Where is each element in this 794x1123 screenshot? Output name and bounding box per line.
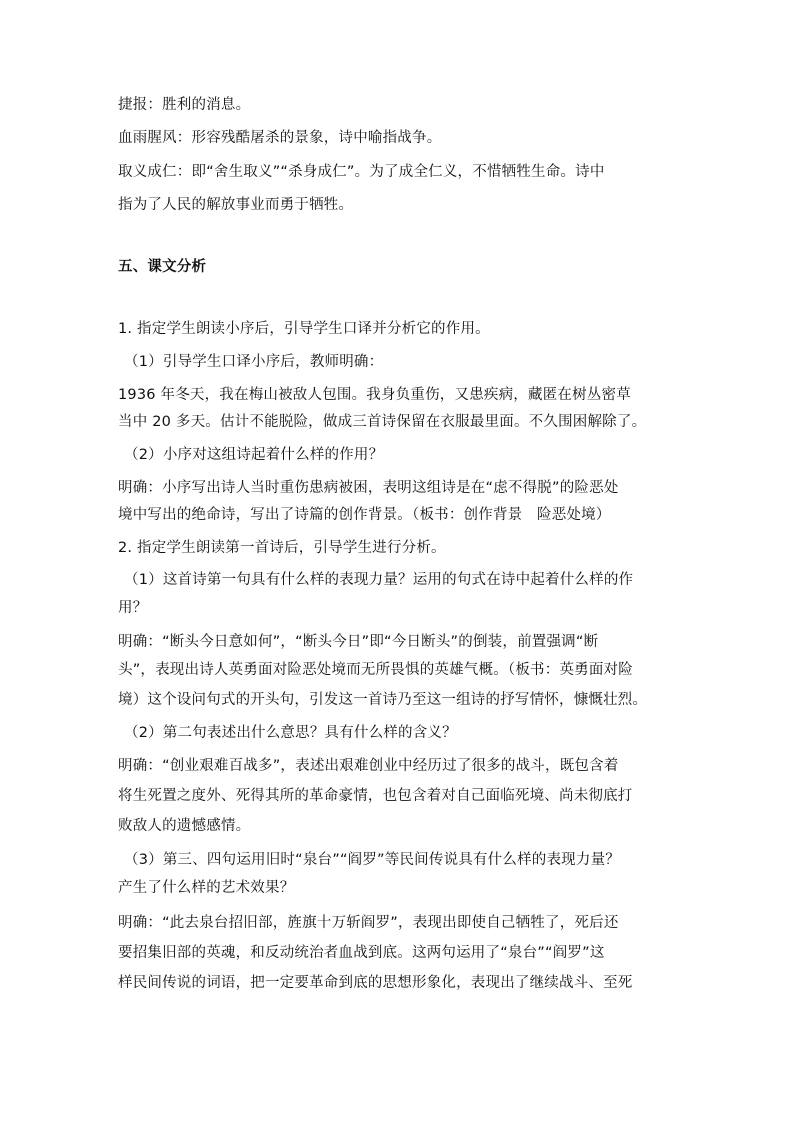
answer-2-2-line1: 明确：“创业艰难百战多”，表述出艰难创业中经历过了很多的战斗，既包含着 — [118, 758, 619, 774]
question-2-3-line1: （3）第三、四句运用旧时“泉台”“阎罗”等民间传说具有什么样的表现力量？ — [124, 852, 620, 868]
answer-2-3-line2: 要招集旧部的英魂，和反动统治者血战到底。这两句运用了“泉台”“阎罗”这 — [118, 945, 605, 961]
glossary-xueyuxingfeng: 血雨腥风：形容残酷屠杀的景象，诗中喻指战争。 — [118, 130, 442, 146]
answer-2-2-line2: 将生死置之度外、死得其所的革命豪情，也包含着对自己面临死境、尚未彻底打 — [118, 788, 633, 804]
answer-1-2-line1: 明确：小序写出诗人当时重伤患病被困，表明这组诗是在“虑不得脱”的险恶处 — [118, 480, 619, 496]
translation-line2: 当中 20 多天。估计不能脱险，做成三首诗保留在衣服最里面。不久围困解除了。 — [118, 414, 647, 430]
answer-2-2-line3: 败敌人的遗憾感情。 — [118, 818, 251, 834]
translation-line1: 1936 年冬天，我在梅山被敌人包围。我身负重伤，又患疾病，藏匿在树丛密草 — [118, 387, 631, 403]
question-1-2: （2）小序对这组诗起着什么样的作用？ — [124, 447, 384, 463]
answer-2-1-line3: 境）这个设问句式的开头句，引发这一首诗乃至这一组诗的抒写情怀，慷慨壮烈。 — [118, 692, 648, 708]
step-1-title: 1. 指定学生朗读小序后，引导学生口译并分析它的作用。 — [118, 321, 490, 337]
answer-2-3-line3: 样民间传说的词语，把一定要革命到底的思想形象化，表现出了继续战斗、至死 — [118, 975, 633, 991]
question-2-2: （2）第二句表述出什么意思？具有什么样的含义？ — [124, 725, 457, 741]
question-2-3-line2: 产生了什么样的艺术效果？ — [118, 880, 295, 896]
question-1-1: （1）引导学生口译小序后，教师明确： — [124, 354, 384, 370]
glossary-quyichengren-line2: 指为了人民的解放事业而勇于牺牲。 — [118, 197, 354, 213]
section-heading: 五、课文分析 — [118, 259, 207, 275]
answer-2-1-line2: 头”，表现出诗人英勇面对险恶处境而无所畏惧的英雄气概。（板书：英勇面对险 — [118, 662, 633, 678]
answer-2-3-line1: 明确：“此去泉台招旧部，旌旗十万斩阎罗”，表现出即使自己牺牲了，死后还 — [118, 915, 619, 931]
question-2-1-line2: 用？ — [118, 600, 148, 616]
glossary-quyichengren-line1: 取义成仁：即“舍生取义”“杀身成仁”。为了成全仁义，不惜牺牲生命。诗中 — [118, 164, 605, 180]
answer-1-2-line2: 境中写出的绝命诗，写出了诗篇的创作背景。（板书：创作背景 险恶处境） — [118, 507, 611, 523]
answer-2-1-line1: 明确：“断头今日意如何”，“断头今日”即“今日断头”的倒装，前置强调“断 — [118, 634, 599, 650]
glossary-jiebao: 捷报：胜利的消息。 — [118, 97, 251, 113]
step-2-title: 2. 指定学生朗读第一首诗后，引导学生进行分析。 — [118, 540, 446, 556]
question-2-1-line1: （1）这首诗第一句具有什么样的表现力量？运用的句式在诗中起着什么样的作 — [124, 572, 634, 588]
